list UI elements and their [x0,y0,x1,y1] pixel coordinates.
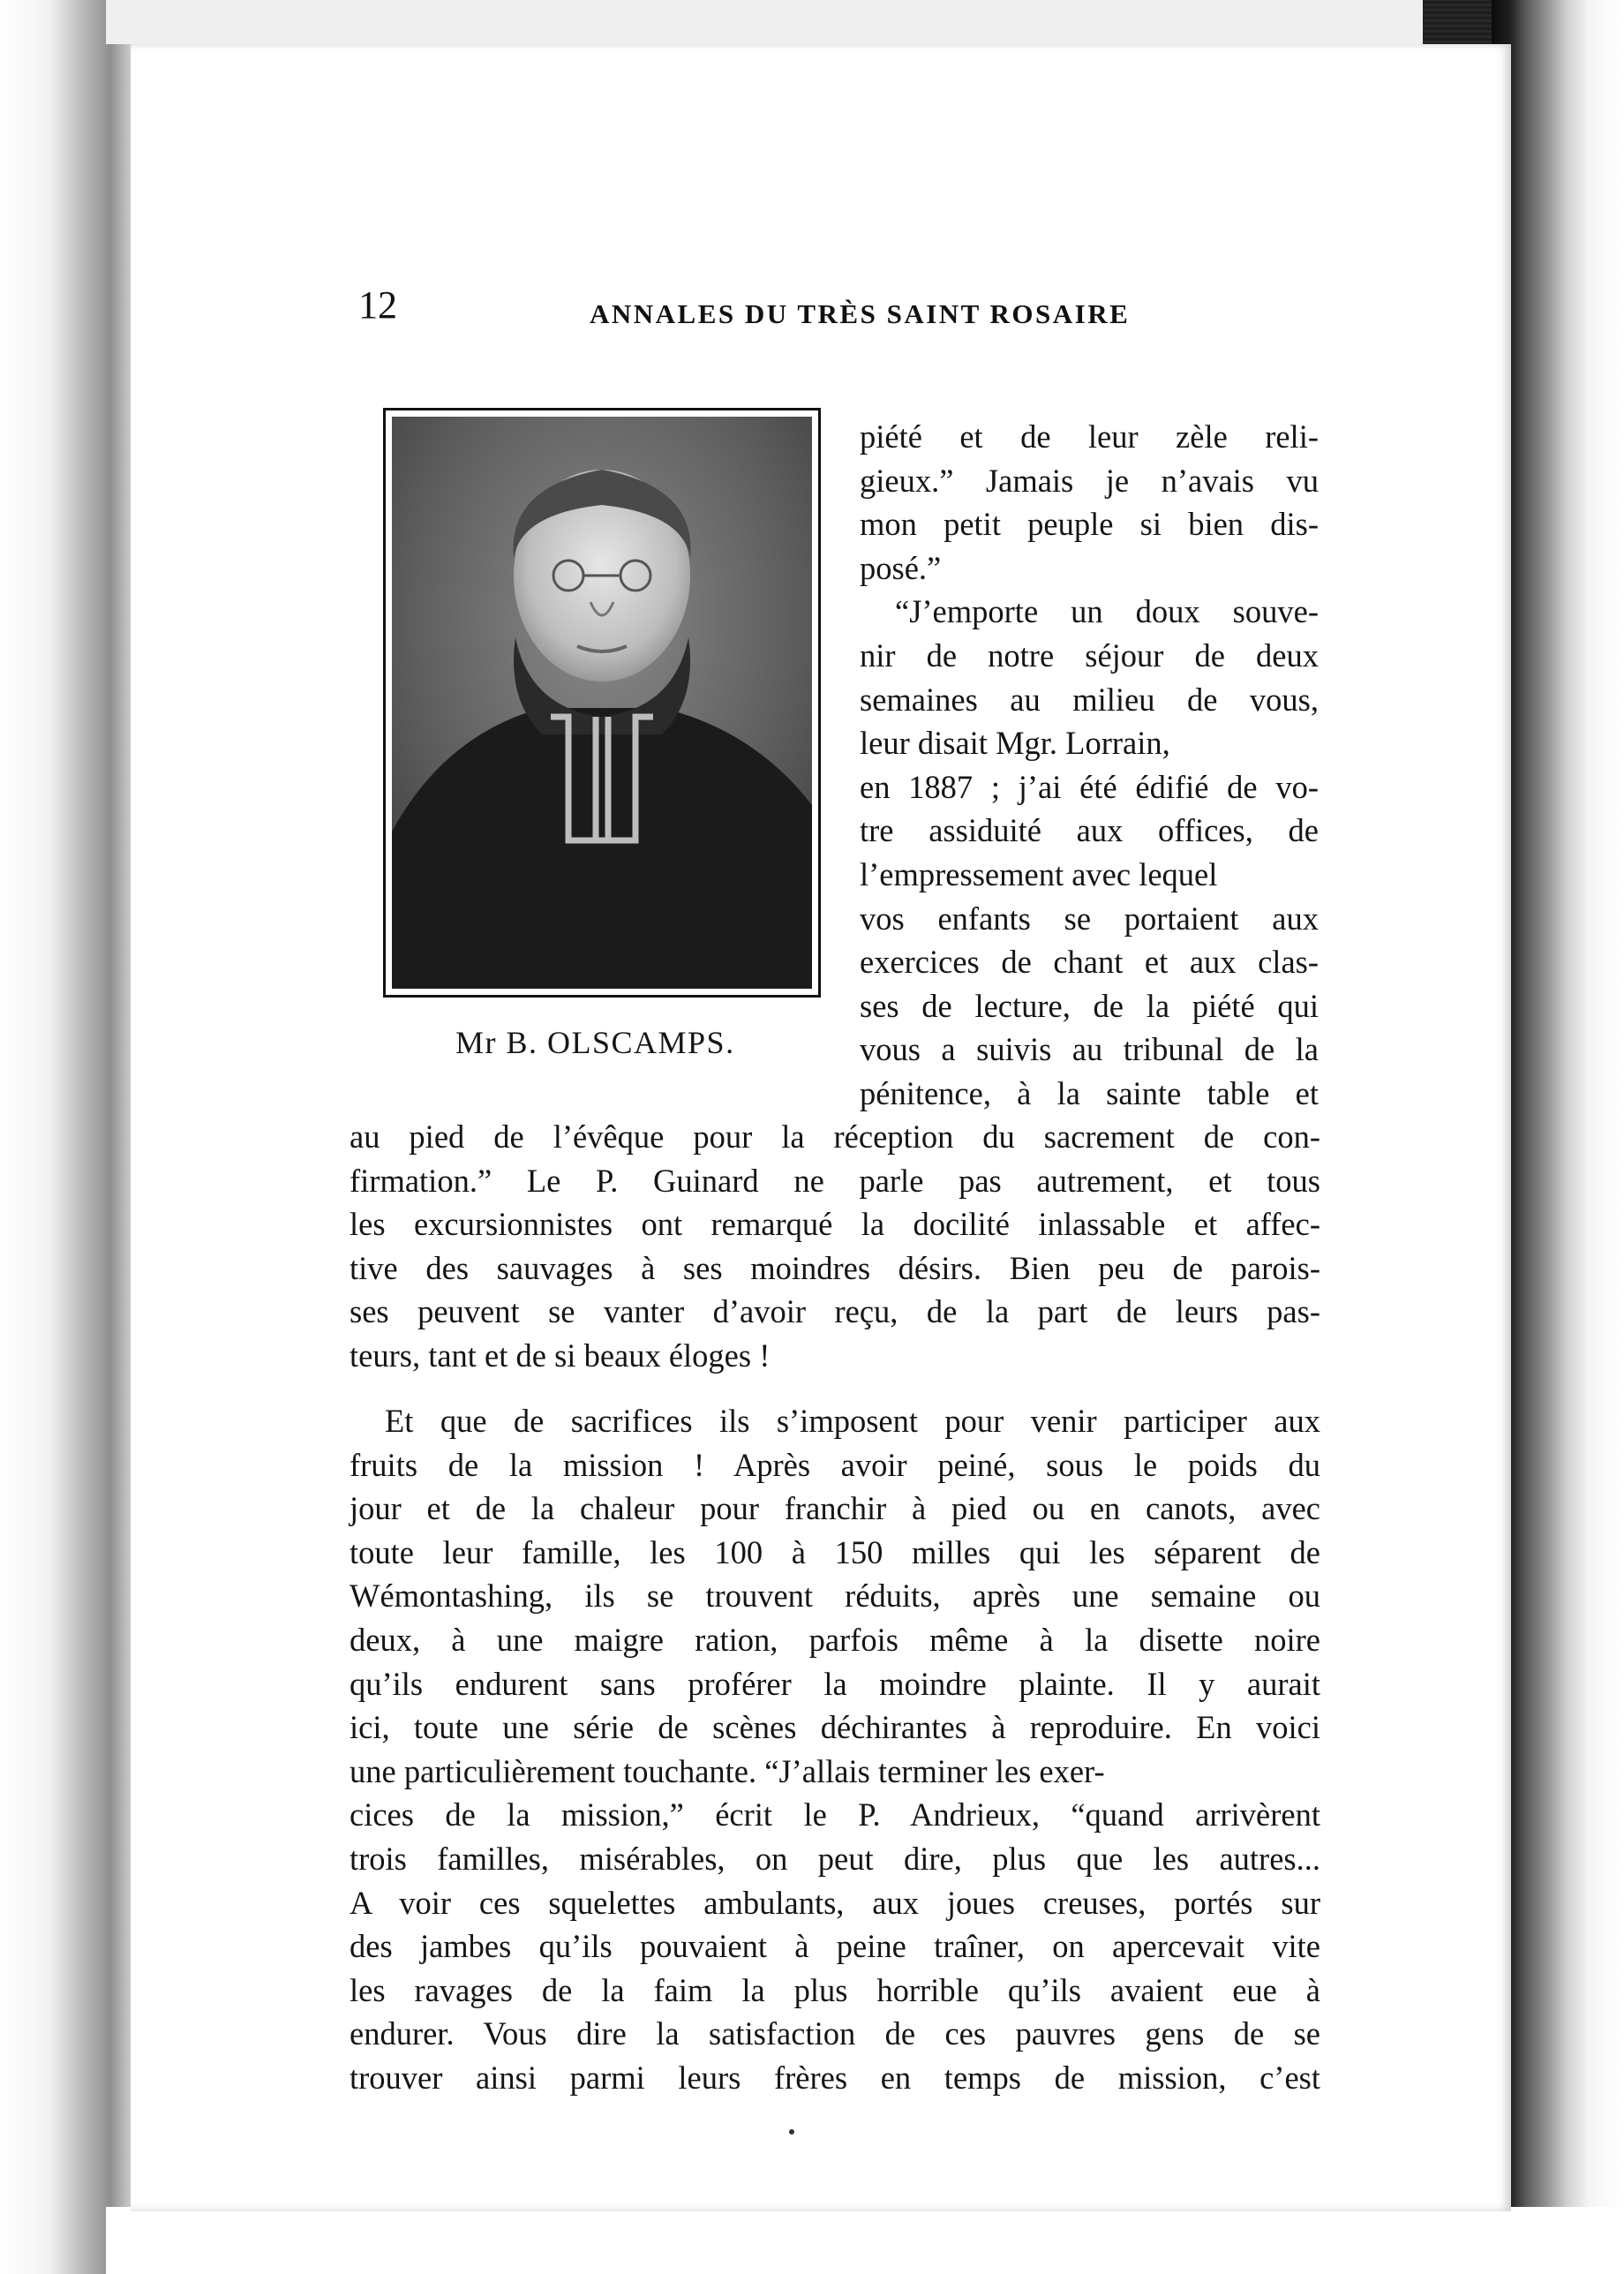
text-line: firmation.” Le P. Guinard ne parle pas autrement, et tous [350,1162,1320,1199]
running-title: ANNALES DU TRÈS SAINT ROSAIRE [590,298,1131,329]
paragraph-sacrifices [350,1399,1320,2100]
text-line: en 1887 ; j’ai été édifié de vo- [860,768,1319,805]
text-line: leur disait Mgr. Lorrain, [860,725,1170,762]
text-line: au pied de l’évêque pour la réception du sacrement de con- [350,1118,1320,1155]
text-line: semaines au milieu de vous, [860,681,1319,718]
text-line: vos enfants se portaient aux [860,900,1319,937]
page-number: 12 [358,283,397,327]
text-line: tive des sauvages à ses moindres désirs. Bien peu de parois- [350,1249,1320,1286]
portrait-photo [383,408,821,998]
scan-top-margin [106,0,1527,44]
text-line: jour et de la chaleur pour franchir à pied ou en canots, avec [350,1490,1320,1527]
text-line: teurs, tant et de si beaux éloges ! [350,1337,771,1374]
text-line: une particulièrement touchante. “J’allais terminer les exer- [350,1752,1105,1789]
column-text [860,415,1319,1116]
scan-bottom-margin [106,2207,1624,2274]
text-line: vous a suivis au tribunal de la [860,1031,1319,1068]
text-line: ses de lecture, de la piété qui [860,987,1319,1024]
book-page [131,44,1511,2211]
text-line: trouver ainsi parmi leurs frères en temps de mission, c’est [350,2059,1320,2096]
text-line: qu’ils endurent sans proférer la moindre plainte. Il y aurait [350,1665,1320,1702]
text-line: trois familles, misérables, on peut dire, plus que les autres... [350,1840,1320,1877]
text-line: Et que de sacrifices ils s’imposent pour venir participer aux [385,1403,1320,1439]
scan-left-margin [0,0,146,2274]
text-line: mon petit peuple si bien dis- [860,506,1319,543]
text-line: ses peuvent se vanter d’avoir reçu, de la part de leurs pas- [350,1293,1320,1330]
text-line: nir de notre séjour de deux [860,636,1319,674]
text-line: gieux.” Jamais je n’avais vu [860,462,1319,499]
text-line: posé.” [860,549,942,586]
text-line: cices de la mission,” écrit le P. Andrieux, “quand arrivèrent [350,1796,1320,1834]
portrait-caption: Mr B. OLSCAMPS. [455,1025,735,1060]
text-line: les ravages de la faim la plus horrible qu’ils avaient eue à [350,1971,1320,2008]
text-line: ici, toute une série de scènes déchirantes à reproduire. En voici [350,1709,1320,1746]
text-line: A voir ces squelettes ambulants, aux joues creuses, portés sur [350,1884,1320,1921]
text-line: piété et de leur zèle reli- [860,418,1319,455]
page-header [131,282,1511,353]
portrait-image [392,417,812,989]
text-line: l’empressement avec lequel [860,855,1218,892]
text-line: pénitence, à la sainte table et [860,1074,1319,1111]
text-line: deux, à une maigre ration, parfois même à la disette noire [350,1621,1320,1658]
paragraph-continuation [350,1115,1320,1378]
text-line: toute leur famille, les 100 à 150 milles qui les séparent de [350,1533,1320,1570]
text-line: fruits de la mission ! Après avoir peiné, sous le poids du [350,1446,1320,1483]
text-line: des jambes qu’ils pouvaient à peine traîner, on apercevait vite [350,1928,1320,1965]
text-line: “J’emporte un doux souve- [895,593,1319,630]
text-line: endurer. Vous dire la satisfaction de ces pauvres gens de se [350,2015,1320,2052]
text-line: Wémontashing, ils se trouvent réduits, après une semaine ou [350,1577,1320,1615]
text-line: tre assiduité aux offices, de [860,812,1319,849]
text-line: les excursionnistes ont remarqué la docilité inlassable et affec- [350,1206,1320,1243]
text-line: exercices de chant et aux clas- [860,944,1319,981]
scan-speck [789,2129,794,2135]
scan-right-margin [1492,0,1624,2274]
